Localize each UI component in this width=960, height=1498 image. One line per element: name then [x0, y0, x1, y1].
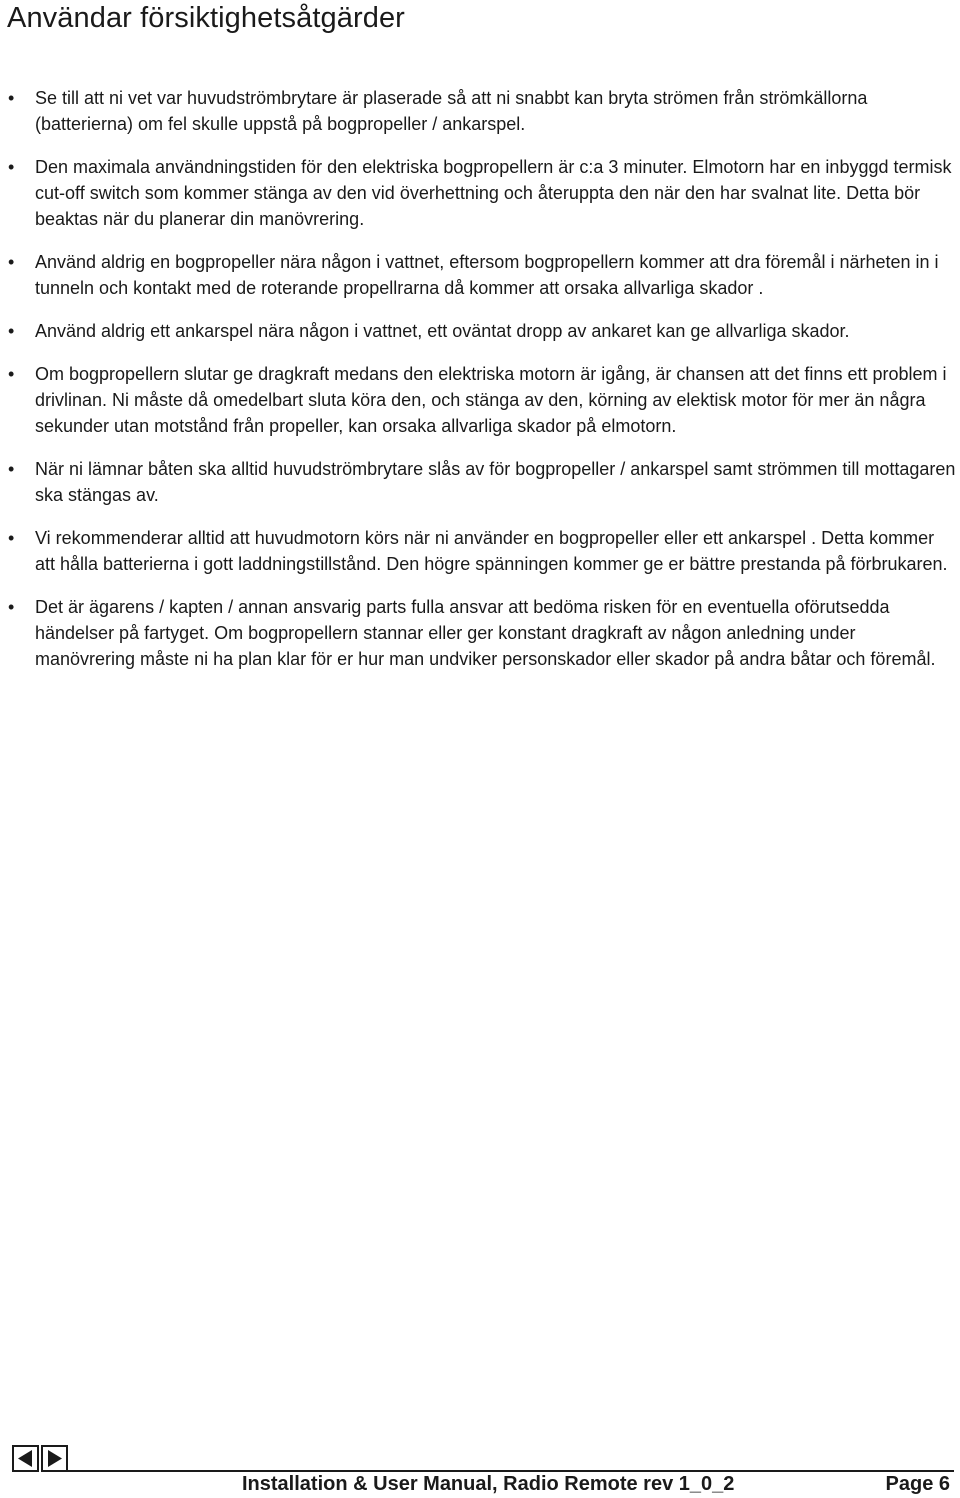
bullet-icon: •	[8, 459, 15, 479]
list-item-text: Vi rekommenderar alltid att huvudmotorn körs när ni använder en bogpropeller eller ett ankarspel . Detta kommer att hålla batterierna i gott laddningstillstånd. Den högre spänningen kommer ge er bättre prestanda på förbrukaren.	[35, 528, 948, 574]
list-item-text: Se till att ni vet var huvudströmbrytare är plaserade så att ni snabbt kan bryta strömen från strömkällorna (batterierna) om fel skulle uppstå på bogpropeller / ankarspel.	[35, 88, 868, 134]
bullet-icon: •	[8, 321, 15, 341]
list-item-text: Den maximala användningstiden för den elektriska bogpropellern är c:a 3 minuter. Elmotorn har en inbyggd termisk cut-off switch som kommer stänga av den vid överhettning och återuppta den när den har svalnat lite. Detta bör beaktas när du planerar din manövrering.	[35, 157, 952, 229]
previous-page-button[interactable]	[12, 1445, 39, 1472]
list-item	[0, 594, 960, 672]
list-item	[0, 456, 960, 508]
arrow-right-icon	[45, 1449, 64, 1468]
list-item	[0, 154, 960, 232]
list-item	[0, 361, 960, 439]
list-item	[0, 249, 960, 301]
list-item-text: Använd aldrig ett ankarspel nära någon i vattnet, ett oväntat dropp av ankaret kan ge allvarliga skador.	[35, 321, 850, 341]
page-title: Användar försiktighetsåtgärder	[7, 2, 405, 34]
next-page-button[interactable]	[41, 1445, 68, 1472]
list-item-text: När ni lämnar båten ska alltid huvudströmbrytare slås av för bogpropeller / ankarspel samt strömmen till mottagaren ska stängas av.	[35, 459, 956, 505]
list-item-text: Använd aldrig en bogpropeller nära någon i vattnet, eftersom bogpropellern kommer att dra föremål i närheten in i tunneln och kontakt med de roterande propellrarna då kommer att orsaka allvarliga skador .	[35, 252, 939, 298]
list-item	[0, 318, 960, 344]
bullet-icon: •	[8, 252, 15, 272]
bullet-icon: •	[8, 528, 15, 548]
precautions-list	[0, 85, 960, 689]
bullet-icon: •	[8, 88, 15, 108]
bullet-icon: •	[8, 364, 15, 384]
page-footer	[0, 1438, 960, 1498]
manual-title: Installation & User Manual, Radio Remote rev 1_0_2	[242, 1473, 735, 1495]
list-item	[0, 525, 960, 577]
bullet-icon: •	[8, 157, 15, 177]
page-number: Page 6	[885, 1473, 950, 1495]
list-item-text: Om bogpropellern slutar ge dragkraft medans den elektriska motorn är igång, är chansen att det finns ett problem i drivlinan. Ni måste då omedelbart sluta köra den, och stänga av den, körning av elektisk motor för mer än några sekunder utan motstånd från propeller, kan orsaka allvarliga skador på elmotorn.	[35, 364, 947, 436]
list-item-text: Det är ägarens / kapten / annan ansvarig parts fulla ansvar att bedöma risken för en eventuella oförutsedda händelser på fartyget. Om bogpropellern stannar eller ger konstant dragkraft av någon anledning under manövrering måste ni ha plan klar för er hur man undviker personskador eller skador på andra båtar och föremål.	[35, 597, 936, 669]
list-item	[0, 85, 960, 137]
bullet-icon: •	[8, 597, 15, 617]
arrow-left-icon	[16, 1449, 35, 1468]
